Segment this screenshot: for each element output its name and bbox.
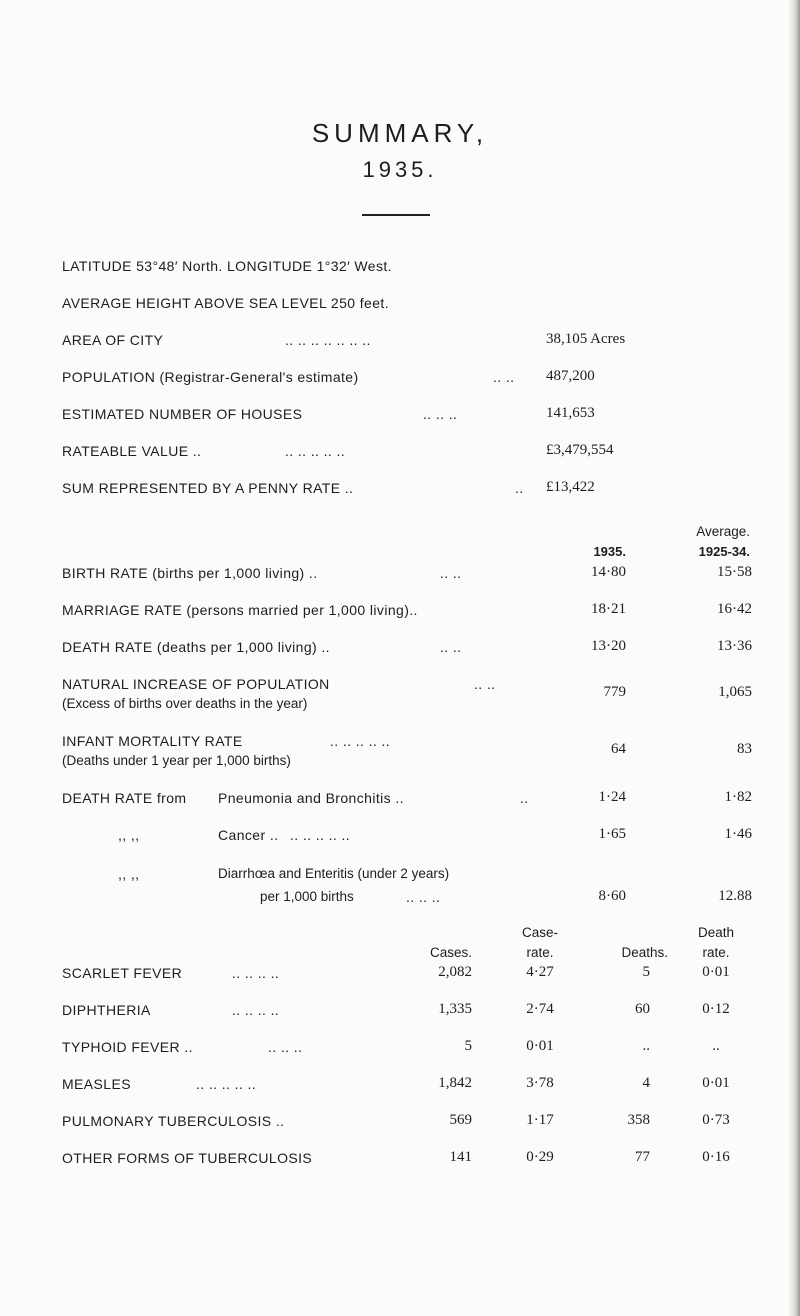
death-rate-average: 1·46: [724, 826, 752, 842]
rate-average: 1,065: [718, 684, 752, 700]
page-title: SUMMARY,: [311, 118, 489, 148]
disease-deaths: 5: [642, 964, 650, 980]
rate-leader: .. ..: [474, 676, 496, 692]
deaths-header: Deaths.: [621, 945, 668, 960]
death-rate-prefix: ,, ,,: [118, 827, 140, 843]
disease-case-rate: 3·78: [526, 1075, 554, 1091]
disease-leader: .. .. .. ..: [232, 1002, 280, 1018]
fact-label: SUM REPRESENTED BY A PENNY RATE ..: [62, 480, 354, 496]
rate-leader: .. .. .. .. ..: [330, 733, 391, 749]
fact-value: £13,422: [546, 479, 595, 495]
death-rate-average: 1·82: [724, 789, 752, 805]
disease-death-rate: ..: [712, 1038, 720, 1054]
case-rate-header-line2: rate.: [526, 945, 554, 960]
death-rate-header-line2: rate.: [702, 945, 730, 960]
rate-1935: 779: [603, 684, 626, 700]
disease-deaths: 77: [635, 1149, 650, 1165]
disease-name: TYPHOID FEVER ..: [62, 1039, 193, 1055]
death-rate-leader: ..: [520, 790, 529, 806]
rate-label: INFANT MORTALITY RATE: [62, 733, 243, 749]
fact-value: 38,105 Acres: [546, 331, 626, 347]
disease-name: DIPHTHERIA: [62, 1002, 151, 1018]
death-rate-average: 12.88: [718, 888, 752, 904]
latitude-longitude: LATITUDE 53°48′ North. LONGITUDE 1°32′ West.: [62, 258, 392, 274]
period-header: 1925-34.: [698, 544, 750, 559]
rate-label: NATURAL INCREASE OF POPULATION: [62, 676, 330, 692]
disease-cases: 141: [449, 1149, 472, 1165]
disease-name: SCARLET FEVER: [62, 965, 183, 981]
disease-leader: .. .. .. .. ..: [196, 1076, 257, 1092]
disease-cases: 5: [464, 1038, 472, 1054]
rate-average: 83: [737, 741, 752, 757]
disease-deaths: ..: [642, 1038, 650, 1054]
fact-leader: .. .. .. .. .. .. ..: [285, 332, 371, 348]
fact-leader: .. ..: [493, 369, 515, 385]
death-rate-header-line1: Death: [697, 925, 735, 940]
death-rate-prefix: ,, ,,: [118, 866, 140, 882]
disease-death-rate: 0·12: [702, 1001, 730, 1017]
title-rule: [362, 214, 430, 216]
average-height: AVERAGE HEIGHT ABOVE SEA LEVEL 250 feet.: [62, 295, 390, 311]
fact-value: 487,200: [546, 368, 595, 384]
rate-note: (Excess of births over deaths in the year): [62, 696, 308, 711]
disease-death-rate: 0·73: [702, 1112, 730, 1128]
rate-label: DEATH RATE (deaths per 1,000 living) ..: [62, 639, 330, 655]
disease-case-rate: 0·01: [526, 1038, 554, 1054]
cases-header: Cases.: [429, 945, 472, 960]
disease-cases: 569: [449, 1112, 472, 1128]
page-year: 1935.: [362, 157, 438, 182]
fact-leader: .. .. .. .. ..: [285, 443, 346, 459]
death-rate-leader: .. .. .. .. ..: [290, 827, 351, 843]
fact-label: POPULATION (Registrar-General's estimate): [62, 369, 359, 385]
rate-label: MARRIAGE RATE (persons married per 1,000 living)..: [62, 602, 418, 618]
rate-average: 16·42: [717, 601, 752, 617]
disease-case-rate: 2·74: [526, 1001, 554, 1017]
disease-cases: 2,082: [438, 964, 472, 980]
death-rate-1935: 1·24: [598, 789, 626, 805]
disease-name: OTHER FORMS OF TUBERCULOSIS: [62, 1150, 313, 1166]
disease-deaths: 60: [635, 1001, 650, 1017]
disease-deaths: 4: [642, 1075, 650, 1091]
death-rate-prefix: DEATH RATE from: [62, 790, 187, 806]
disease-death-rate: 0·16: [702, 1149, 730, 1165]
disease-case-rate: 4·27: [526, 964, 554, 980]
death-rate-note: per 1,000 births: [260, 889, 354, 904]
disease-death-rate: 0·01: [702, 1075, 730, 1091]
rate-average: 15·58: [717, 564, 752, 580]
rate-1935: 13·20: [591, 638, 626, 654]
disease-case-rate: 0·29: [526, 1149, 554, 1165]
fact-leader: ..: [515, 480, 524, 496]
disease-case-rate: 1·17: [526, 1112, 554, 1128]
rate-label: BIRTH RATE (births per 1,000 living) ..: [62, 565, 318, 581]
rate-1935: 64: [611, 741, 626, 757]
disease-deaths: 358: [627, 1112, 650, 1128]
disease-leader: .. .. ..: [268, 1039, 303, 1055]
disease-name: PULMONARY TUBERCULOSIS ..: [62, 1113, 285, 1129]
fact-label: ESTIMATED NUMBER OF HOUSES: [62, 406, 303, 422]
fact-label: RATEABLE VALUE ..: [62, 443, 202, 459]
disease-cases: 1,335: [438, 1001, 472, 1017]
average-header: Average.: [696, 524, 750, 539]
disease-name: MEASLES: [62, 1076, 131, 1092]
death-rate-1935: 8·60: [598, 888, 626, 904]
rate-leader: .. ..: [440, 639, 462, 655]
fact-leader: .. .. ..: [423, 406, 458, 422]
rate-leader: .. ..: [440, 565, 462, 581]
fact-label: AREA OF CITY: [62, 332, 164, 348]
rate-1935: 18·21: [591, 601, 626, 617]
fact-value: 141,653: [546, 405, 595, 421]
death-rate-label: Pneumonia and Bronchitis ..: [218, 790, 404, 806]
year-header: 1935.: [593, 544, 626, 559]
page-edge-shadow: [788, 0, 800, 1316]
death-rate-label: Cancer ..: [218, 827, 279, 843]
death-rate-1935: 1·65: [598, 826, 626, 842]
fact-value: £3,479,554: [546, 442, 614, 458]
death-rate-label: Diarrhœa and Enteritis (under 2 years): [218, 866, 450, 881]
disease-cases: 1,842: [438, 1075, 472, 1091]
disease-death-rate: 0·01: [702, 964, 730, 980]
rate-1935: 14·80: [591, 564, 626, 580]
rate-note: (Deaths under 1 year per 1,000 births): [62, 753, 291, 768]
rate-average: 13·36: [717, 638, 752, 654]
case-rate-header-line1: Case-: [521, 925, 558, 940]
disease-leader: .. .. .. ..: [232, 965, 280, 981]
death-rate-leader: .. .. ..: [406, 889, 441, 905]
